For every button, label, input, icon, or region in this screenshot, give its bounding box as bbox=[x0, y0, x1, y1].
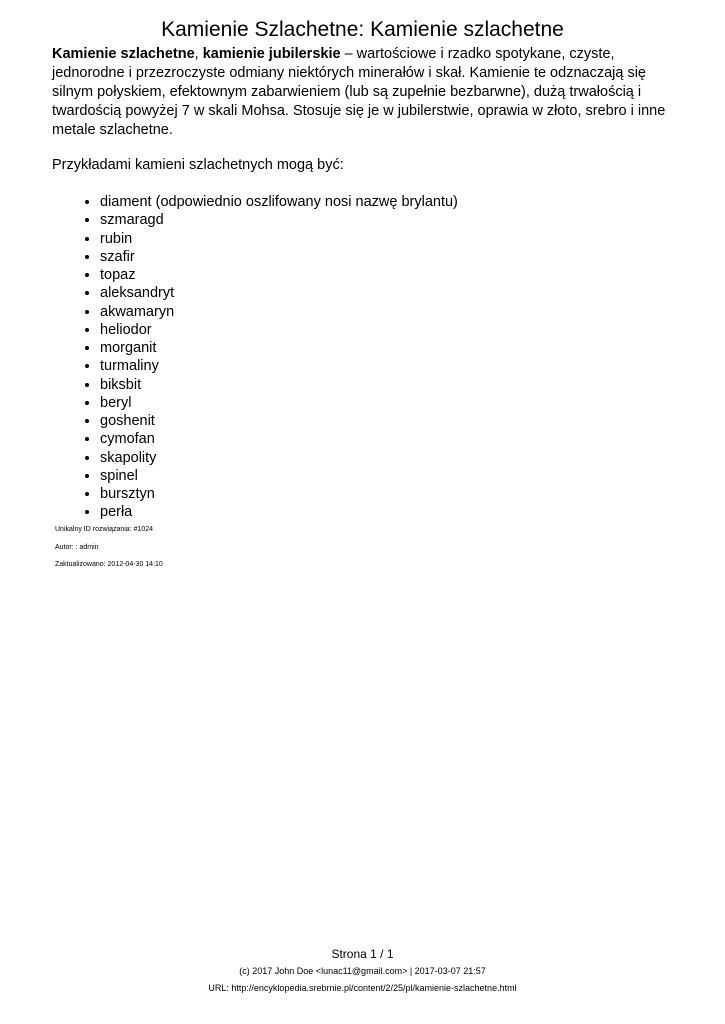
list-item: • skapolity bbox=[100, 449, 458, 467]
examples-lead: Przykładami kamieni szlachetnych mogą być: bbox=[52, 157, 344, 173]
page-title: Kamienie Szlachetne: Kamienie szlachetne bbox=[161, 18, 564, 41]
footer-copyright: (c) 2017 John Doe <lunac11@gmail.com> | 2017-03-07 21:57 bbox=[239, 966, 486, 976]
page-number: Strona 1 / 1 bbox=[331, 947, 394, 961]
list-item: • bursztyn bbox=[100, 485, 458, 503]
solution-id: Unikalny ID rozwiązania: #1024 bbox=[55, 526, 154, 533]
list-item: • szmaragd bbox=[100, 211, 458, 229]
list-item: • goshenit bbox=[100, 412, 458, 430]
list-item: • biksbit bbox=[100, 376, 458, 394]
list-item: • perła bbox=[100, 503, 458, 521]
author: Autor: : admin bbox=[55, 544, 99, 551]
intro-term-jewelry-stones: kamienie jubilerskie bbox=[202, 46, 341, 62]
intro-separator: , bbox=[194, 46, 203, 62]
updated-timestamp: Zaktualizowano: 2012-04-30 14:10 bbox=[55, 561, 163, 568]
list-item: • spinel bbox=[100, 467, 458, 485]
intro-paragraph bbox=[52, 45, 682, 140]
list-item: • beryl bbox=[100, 394, 458, 412]
footer-url: URL: http://encyklopedia.srebrnie.pl/content/2/25/pl/kamienie-szlachetne.html bbox=[208, 983, 517, 993]
list-item: • morganit bbox=[100, 339, 458, 357]
list-item: • szafir bbox=[100, 248, 458, 266]
intro-term-gemstones: Kamienie szlachetne bbox=[52, 46, 195, 62]
list-item: • cymofan bbox=[100, 430, 458, 448]
list-item: • rubin bbox=[100, 230, 458, 248]
list-item: • topaz bbox=[100, 266, 458, 284]
list-item: • akwamaryn bbox=[100, 303, 458, 321]
list-item: • turmaliny bbox=[100, 357, 458, 375]
gem-list bbox=[52, 193, 458, 522]
list-item: • aleksandryt bbox=[100, 284, 458, 302]
list-item: • diament (odpowiednio oszlifowany nosi nazwę brylantu) bbox=[100, 193, 458, 211]
intro-definition: – wartościowe i rzadko spotykane, czyste, jednorodne i przezroczyste odmiany niektórych minerałów i skał. Kamienie te odznaczają się silnym połyskiem, efektownym zabarwieniem (lub są zupełnie bezbarwne), dużą trwałością i twardością powyżej 7 w skali Mohsa. Stosuje się je w jubilerstwie, oprawia w złoto, srebro i inne metale szlachetne. bbox=[52, 46, 666, 138]
list-item: • heliodor bbox=[100, 321, 458, 339]
